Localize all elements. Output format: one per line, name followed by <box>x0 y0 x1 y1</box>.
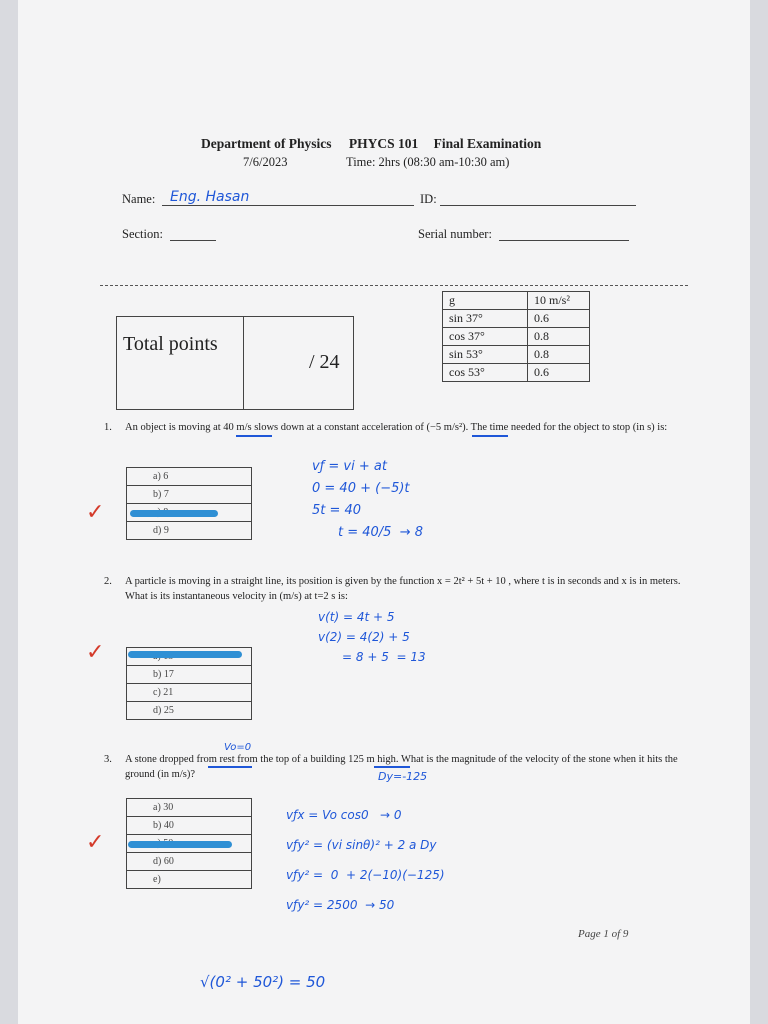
option-row[interactable] <box>127 702 252 720</box>
constant-name: cos 53° <box>443 364 528 382</box>
constant-name: g <box>443 292 528 310</box>
constant-value: 0.6 <box>528 310 590 328</box>
constant-row <box>443 364 590 382</box>
work-line: v(2) = 4(2) + 5 <box>318 630 410 644</box>
work-line: vƒx = Vo cos0 → 0 <box>286 808 402 822</box>
constant-value: 10 m/s² <box>528 292 590 310</box>
option-row[interactable] <box>127 817 252 835</box>
option-e[interactable]: e) <box>127 871 252 889</box>
option-row[interactable] <box>127 799 252 817</box>
work-line: vƒy² = (vi sinθ)² + 2 a Dy <box>286 838 437 852</box>
constant-row <box>443 346 590 364</box>
q1-selected-highlight <box>130 510 218 517</box>
option-row[interactable] <box>127 853 252 871</box>
option-b[interactable]: b) 17 <box>127 666 252 684</box>
q3-note-dy: Dy=-125 <box>378 770 428 783</box>
name-value[interactable]: Eng. Hasan <box>170 189 250 205</box>
course: PHYCS 101 <box>348 136 419 151</box>
q2-work <box>318 607 426 667</box>
constants-table <box>442 291 590 382</box>
work-line: vƒ = vi + at <box>312 459 387 474</box>
exam-time: Time: 2hrs (08:30 am-10:30 am) <box>346 155 510 169</box>
work-line: vƒy² = 2500 → 50 <box>286 898 395 912</box>
q2-selected-highlight <box>128 651 242 658</box>
q3-number: 3. <box>104 754 112 765</box>
q1-underline-speed <box>236 435 272 437</box>
option-d[interactable]: d) 25 <box>127 702 252 720</box>
constant-row <box>443 292 590 310</box>
header-line-1 <box>201 136 541 152</box>
serial-label: Serial number: <box>418 227 492 241</box>
option-a[interactable]: a) 6 <box>127 468 252 486</box>
q3-text: A stone dropped from rest from the top of a building 125 m high. What is the magnitude of the velocity of the stone when it hits the ground (in m/s)? <box>125 754 678 780</box>
option-b[interactable]: b) 40 <box>127 817 252 835</box>
q1-work <box>312 456 423 544</box>
section-line[interactable] <box>170 240 216 241</box>
constant-row <box>443 328 590 346</box>
total-divider <box>243 317 244 409</box>
constant-row <box>443 310 590 328</box>
exam-title: Final Examination <box>433 136 542 151</box>
q3-underline-rest <box>208 766 252 768</box>
department: Department of Physics <box>201 136 332 151</box>
q2-check-mark: ✓ <box>86 640 105 665</box>
option-row[interactable] <box>127 468 252 486</box>
exam-date: 7/6/2023 <box>243 155 288 169</box>
work-line: t = 40/5 → 8 <box>338 525 424 540</box>
constant-name: cos 37° <box>443 328 528 346</box>
serial-line[interactable] <box>499 240 629 241</box>
constant-value: 0.6 <box>528 364 590 382</box>
option-a[interactable]: a) 30 <box>127 799 252 817</box>
q2-text: A particle is moving in a straight line, its position is given by the function x = 2t² + 5t + 10 , where t is in seconds and x is in meters. What is its instantaneous velocity in (m/s) at t=2 s is: <box>125 576 681 602</box>
work-line: v(t) = 4t + 5 <box>318 610 395 624</box>
q1-options <box>126 467 252 540</box>
constant-name: sin 37° <box>443 310 528 328</box>
q1-underline-accel <box>472 435 508 437</box>
work-line: vƒy² = 0 + 2(−10)(−125) <box>286 868 445 882</box>
separator <box>100 285 688 286</box>
constant-name: sin 53° <box>443 346 528 364</box>
option-d[interactable]: d) 60 <box>127 853 252 871</box>
work-line: 5t = 40 <box>312 503 362 518</box>
q3-selected-highlight <box>128 841 232 848</box>
id-line[interactable] <box>440 205 636 206</box>
q1-check-mark: ✓ <box>86 500 105 525</box>
work-line: = 8 + 5 = 13 <box>342 650 426 664</box>
option-row[interactable] <box>127 522 252 540</box>
q1-number: 1. <box>104 422 112 433</box>
total-points-box <box>116 316 354 410</box>
work-line: 0 = 40 + (−5)t <box>312 481 410 496</box>
q2-number: 2. <box>104 576 112 587</box>
name-line <box>162 205 414 206</box>
q3-final-answer: √(0² + 50²) = 50 <box>200 973 326 991</box>
option-row[interactable] <box>127 871 252 889</box>
section-label: Section: <box>122 227 163 241</box>
q3-check-mark: ✓ <box>86 830 105 855</box>
constant-value: 0.8 <box>528 328 590 346</box>
q1-text: An object is moving at 40 m/s slows down at a constant acceleration of (−5 m/s²). The time needed for the object to stop (in s) is: <box>125 422 668 433</box>
id-label: ID: <box>420 192 437 206</box>
q3-work <box>286 800 445 920</box>
total-label: Total points <box>123 333 218 355</box>
option-c[interactable]: c) 21 <box>127 684 252 702</box>
q3-note-v0: Vo=0 <box>224 742 252 753</box>
name-label: Name: <box>122 192 156 206</box>
option-row[interactable] <box>127 666 252 684</box>
option-row[interactable] <box>127 486 252 504</box>
option-d[interactable]: d) 9 <box>127 522 252 540</box>
option-row[interactable] <box>127 684 252 702</box>
q3-underline-height <box>374 766 410 768</box>
total-out-of: / 24 <box>309 351 340 373</box>
page-number: Page 1 of 9 <box>578 928 629 940</box>
constant-value: 0.8 <box>528 346 590 364</box>
option-b[interactable]: b) 7 <box>127 486 252 504</box>
